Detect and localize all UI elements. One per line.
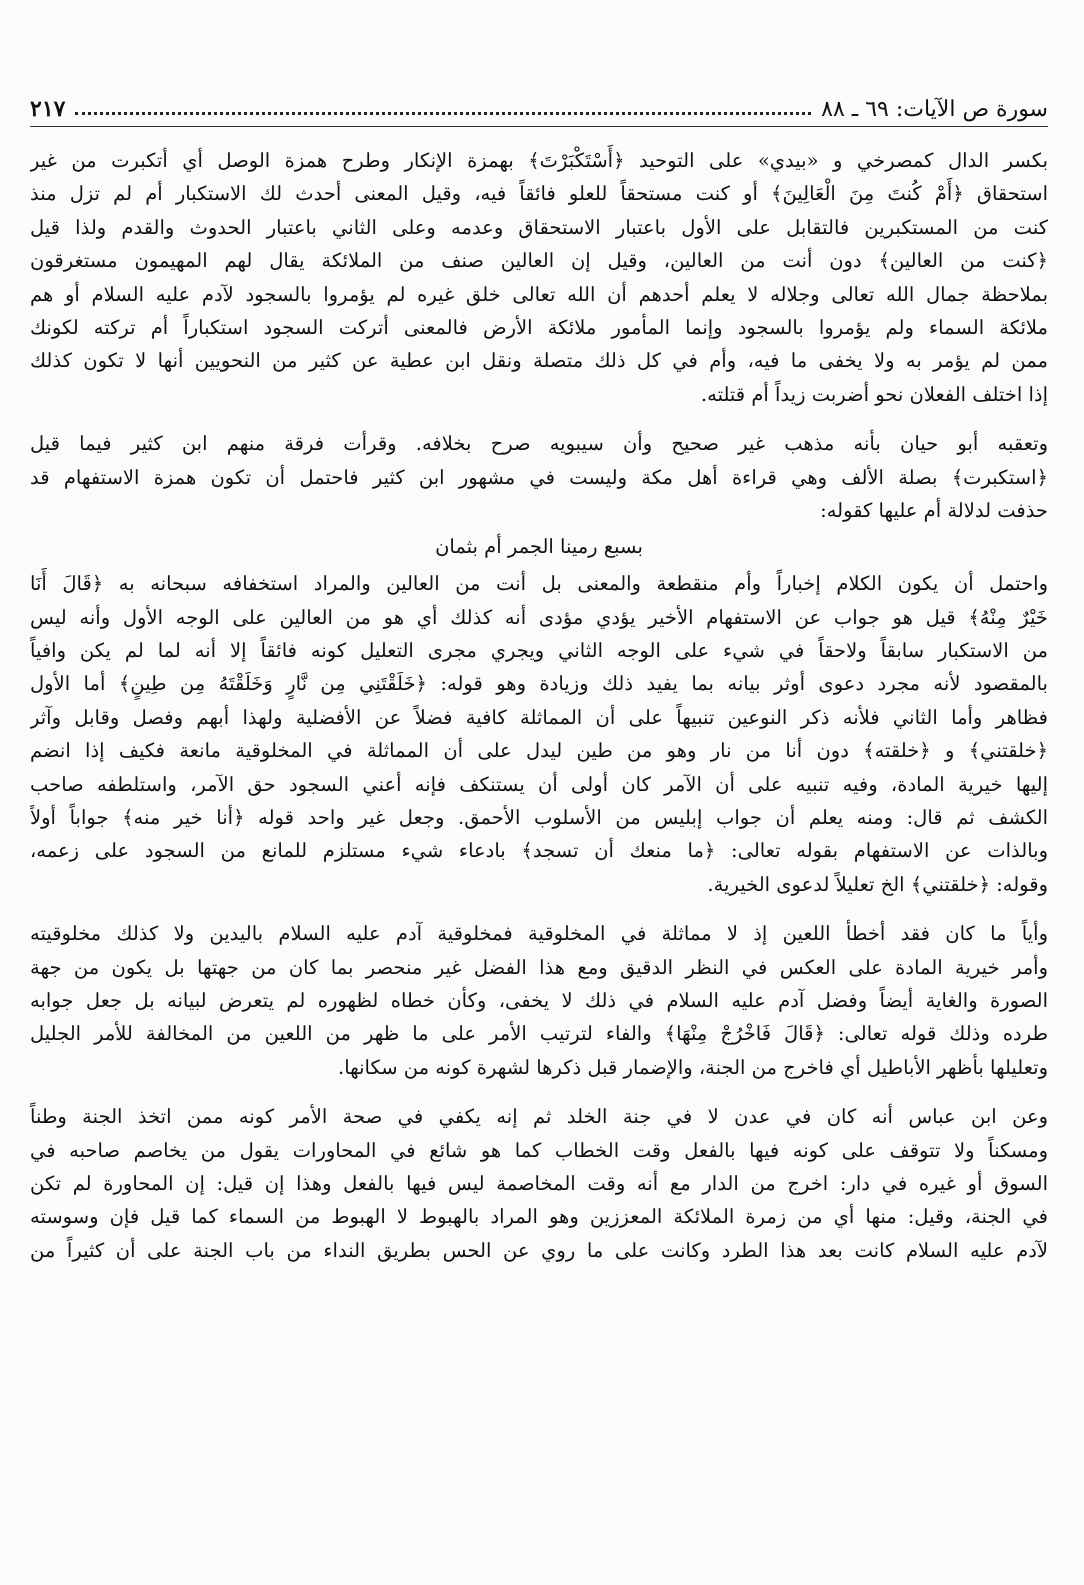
- text-line: ﴿كنت من العالين﴾ دون أنت من العالين، وقيل إن العالين صنف من الملائكة يقال لهم المهيمون مستغرقون: [30, 249, 1048, 273]
- text-line: ملائكة السماء ولم يؤمروا بالسجود وإنما المأمور ملائكة الأرض فالمعنى أتركت السجود استكباراً أم تركته لكونك: [30, 315, 1048, 339]
- text-line: ﴿استكبرت﴾ بصلة الألف وهي قراءة أهل مكة وليست في مشهور ابن كثير فاحتمل أن تكون همزة الاستفهام قد: [30, 465, 1048, 489]
- text-line: من الاستكبار سابقاً ولاحقاً في شيء على الوجه الثاني ويجري مجرى التعليل كونه فائقاً إلا أنه لما لم يكن وافياً: [30, 639, 1048, 663]
- text-line: ومسكناً ولا تتوقف على كونه فيها بالفعل وقت الخطاب كما هو شائع في المحاورات يقول من يخاصم صاحبه في: [30, 1138, 1048, 1162]
- text-line: وتعقبه أبو حيان بأنه مذهب غير صحيح وأن سيبويه صرح بخلافه. وقرأت فرقة منهم ابن كثير فيما قيل: [30, 432, 1048, 456]
- text-line: ممن لم يؤمر به ولا يخفى ما فيه، وأم في كل ذلك متصلة ونقل ابن عطية عن كثير من النحويين أنها لا تكون كذلك: [30, 349, 1048, 373]
- text-line: طرده وذلك قوله تعالى: ﴿قَالَ فَاخْرُجْ مِنْهَا﴾ والفاء لترتيب الأمر على ما ظهر من اللعين من المخالفة للأمر الجليل: [30, 1022, 1048, 1046]
- text-line: خَيْرٌ مِنْهُ﴾ قيل هو جواب عن الاستفهام الأخير يؤدي مؤدى أنه كذلك أي هو من العالين على الوجه الأول وأنه ليس: [30, 605, 1048, 629]
- text-line: استحقاق ﴿أَمْ كُنتَ مِنَ الْعَالِينَ﴾ أو كنت مستحقاً للعلو فائقاً فيه، وقيل المعنى أحدث لك الاستكبار أم لم تزل منذ: [30, 182, 1048, 206]
- text-line: واحتمل أن يكون الكلام إخباراً وأم منقطعة والمعنى بل أنت من العالين والمراد استخفافه سبحانه به ﴿قَالَ أَنَا: [30, 572, 1048, 596]
- text-line: ﴿خلقتني﴾ و ﴿خلقته﴾ دون أنا من نار وهو من طين ليدل على أن المماثلة في المخلوقية مانعة فكيف إذا انضم: [30, 739, 1048, 763]
- text-line: السوق أو غيره في دار: اخرج من الدار مع أنه وقت المخاصمة ليس فيها بالفعل وهذا إن قيل: إن المحاورة لم تكن: [30, 1171, 1048, 1195]
- page-body: [30, 144, 1048, 1267]
- text-line: إليها خيرية المادة، وفيه تنبيه على أن الآمر كان أولى أن يستنكف فإنه أعني السجود حق الآمر، واستلطفه صاحب: [30, 772, 1048, 796]
- text-line: بالمقصود لأنه مجرد دعوى أوثر بيانه بما يفيد ذلك وزيادة وهو قوله: ﴿خَلَقْتَنِي مِن نَّارٍ وَخَلَقْتَهُ مِن طِينٍ﴾ أما الأول: [30, 672, 1048, 696]
- running-header: [30, 88, 1048, 122]
- text-line: وتعليلها بأظهر الأباطيل أي فاخرج من الجنة، والإضمار قبل ذكرها لشهرة كونه من سكانها.: [338, 1055, 1048, 1079]
- poetry-verse: بسبع رمينا الجمر أم بثمان: [435, 535, 643, 559]
- header-leader-dots: [75, 111, 811, 115]
- paragraph-2: [30, 427, 1048, 527]
- text-line: وبالذات عن الاستفهام بقوله تعالى: ﴿ما منعك أن تسجد﴾ بادعاء شيء مستلزم للمانع من السجود على زعمه،: [30, 839, 1048, 863]
- text-line: وعن ابن عباس أنه كان في عدن لا في جنة الخلد ثم إنه يكفي في صحة الأمر كونه ممن اتخذ الجنة وطناً: [30, 1105, 1048, 1129]
- paragraph-5: [30, 1100, 1048, 1267]
- paragraph-1: [30, 144, 1048, 411]
- text-line: كنت من المستكبرين فالتقابل على الأول باعتبار الاستحقاق وعدمه وعلى الثاني باعتبار الحدوث والقدم ولذا قيل: [30, 215, 1048, 239]
- paragraph-3: [30, 567, 1048, 901]
- paragraph-4: [30, 917, 1048, 1084]
- text-line: في الجنة، وقيل: منها أي من زمرة الملائكة المعززين وهو المراد بالهبوط لا الهبوط من السماء كما قيل فإن وسوسته: [30, 1205, 1048, 1229]
- text-line: فظاهر وأما الثاني فلأنه ذكر النوعين تنبيهاً على أن المماثلة كافية فضلاً عن الأفضلية ولهذا أبهم وفصل وقابل وآثر: [30, 705, 1048, 729]
- header-title: سورة ص الآيات: ٦٩ ـ ٨٨: [821, 97, 1048, 122]
- text-line: وقوله: ﴿خلقتني﴾ الخ تعليلاً لدعوى الخيرية.: [707, 872, 1048, 896]
- text-line: لآدم عليه السلام كانت بعد هذا الطرد وكانت على ما روي عن الحس بطريق النداء من باب الجنة على أن كثيراً من: [30, 1238, 1048, 1262]
- header-rule: [30, 126, 1048, 127]
- text-line: وأمر خيرية المادة على العكس في النظر الدقيق ومع هذا الفضل غير منحصر بما كان من جهتها بل يكون من جهة: [30, 955, 1048, 979]
- page-number: ٢١٧: [30, 96, 66, 122]
- text-line: الكشف ثم قال: ومنه يعلم أن جواب إبليس من الأسلوب الأحمق. وجعل غير واحد قوله ﴿أنا خير منه﴾ جواباً أولاً: [30, 806, 1048, 830]
- text-line: بملاحظة جمال الله تعالى وجلاله لا يعلم أحدهم أن الله تعالى خلق غيره لم يؤمروا بالسجود لآدم عليه السلام أو هم: [30, 282, 1048, 306]
- text-line: الصورة والغاية أيضاً وفضل آدم عليه السلام في ذلك لا يخفى، وكأن خطاه لظهوره لم يتعرض لبيانه بل جعل جوابه: [30, 988, 1048, 1012]
- text-line: حذفت لدلالة أم عليها كقوله:: [820, 498, 1048, 522]
- text-line: وأياً ما كان فقد أخطأ اللعين إذ لا مماثلة في المخلوقية فمخلوقية آدم عليه السلام باليدين ولا كذلك مخلوقيته: [30, 922, 1048, 946]
- text-line: إذا اختلف الفعلان نحو أضربت زيداً أم قتلته.: [700, 382, 1048, 406]
- text-line: بكسر الدال كمصرخي و «بيدي» على التوحيد ﴿أَسْتَكْبَرْتَ﴾ بهمزة الإنكار وطرح همزة الوصل أي أتكبرت من غير: [30, 149, 1048, 172]
